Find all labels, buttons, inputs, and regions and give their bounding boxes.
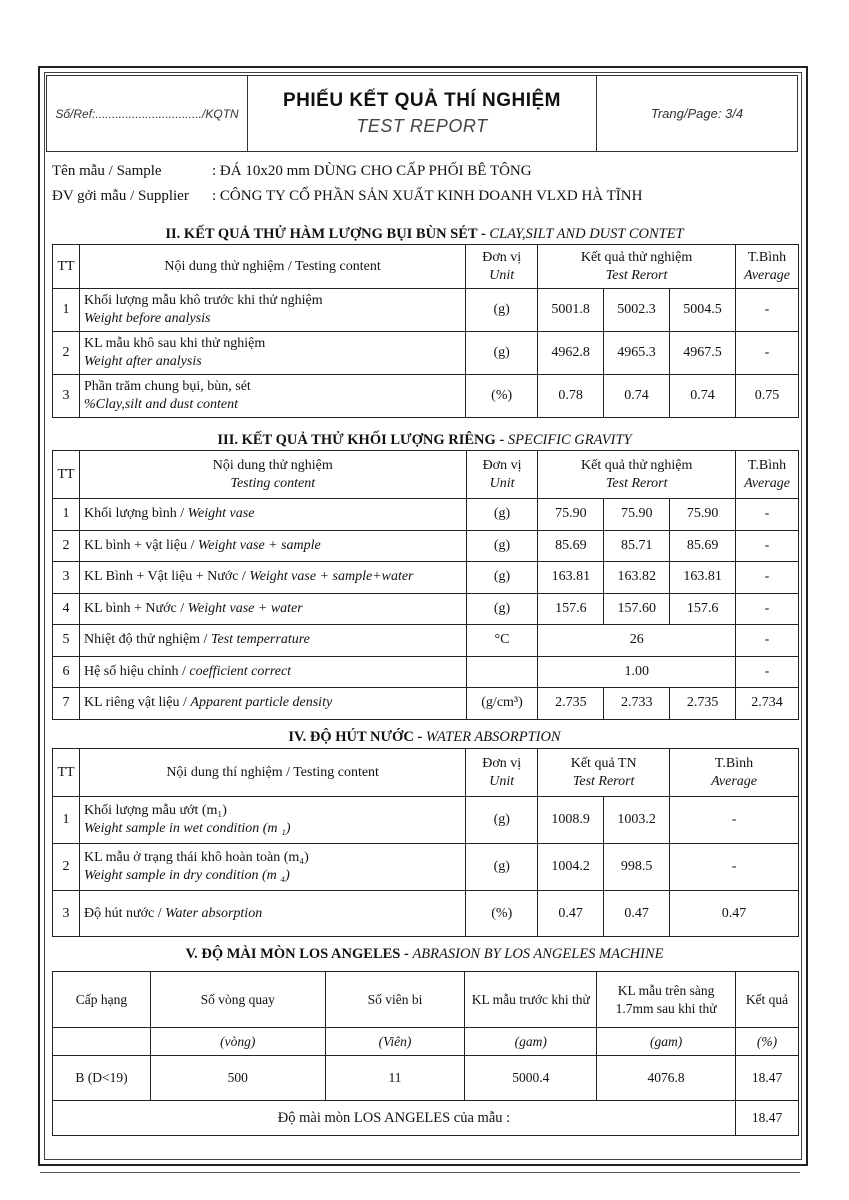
specific-gravity-table [52,450,799,720]
table-row: 3 KL Bình + Vật liệu + Nước / Weight vase + sample+water (g) 163.81 163.82 163.81 - [53,562,799,594]
supplier-label: ĐV gởi mẫu / Supplier [52,188,189,204]
table-row: 5 Nhiệt độ thử nghiệm / Test temperrature °C 26 - [53,625,799,657]
section-4-title: IV. ĐỘ HÚT NƯỚC - WATER ABSORPTION [288,729,561,745]
section-3-title: III. KẾT QUẢ THỬ KHỐI LƯỢNG RIÊNG - SPECIFIC GRAVITY [217,432,632,448]
report-header [46,75,798,152]
header-content: Nội dung thử nghiệm / Testing content [79,245,465,289]
header-tt: TT [53,245,80,289]
table-row: 3 Độ hút nước / Water absorption (%) 0.47 0.47 0.47 [53,891,799,937]
table-header [53,245,799,289]
page-number: Trang/Page: 3/4 [650,106,744,121]
table-row: 1 Khối lượng mẫu ướt (m₁) Weight sample in wet condition (m ₁) (g) 1008.9 1003.2 - [53,797,799,844]
sample-line [52,163,532,180]
los-angeles-table [52,971,799,1136]
header-result: Kết quả thử nghiệm Test Rerort [538,245,736,289]
table-row: 2 KL bình + vật liệu / Weight vase + sample (g) 85.69 85.71 85.69 - [53,530,799,562]
table-row: B (D<19) 500 11 5000.4 4076.8 18.47 [53,1056,799,1101]
total-row [53,1101,799,1136]
table-header: TT Nội dung thử nghiệm Testing content Đơn vị Unit Kết quả thử nghiệm Test Rerort T.Bình Average [53,451,799,499]
table-row: 4 KL bình + Nước / Weight vase + water (g) 157.6 157.60 157.6 - [53,593,799,625]
water-absorption-table [52,748,799,937]
table-row: 2 KL mẫu ở trạng thái khô hoàn toàn (m₄) Weight sample in dry condition (m ₄) (g) 1004.2 998.5 - [53,844,799,891]
table-header: TT Nội dung thí nghiệm / Testing content Đơn vị Unit Kết quả TN Test Rerort T.Bình Average [53,749,799,797]
section-5-title: V. ĐỘ MÀI MÒN LOS ANGELES - ABRASION BY LOS ANGELES MACHINE [185,946,664,962]
supplier-line [52,188,642,205]
title-en: TEST REPORT [356,116,488,136]
table-row: 7 KL riêng vật liệu / Apparent particle density (g/cm³) 2.735 2.733 2.735 2.734 [53,688,799,720]
footer-divider [40,1172,800,1173]
total-label: Độ mài mòn LOS ANGELES của mẫu : [53,1101,736,1136]
table-header: Cấp hạng Số vòng quay Số viên bi KL mẫu trước khi thử KL mẫu trên sàng 1.7mm sau khi thử Kết quả [53,972,799,1028]
report-title [248,76,597,151]
sample-label: Tên mẫu / Sample [52,163,162,179]
units-row: (vòng) (Viên) (gam) (gam) (%) [53,1028,799,1056]
sample-value: : ĐÁ 10x20 mm DÙNG CHO CẤP PHỐI BÊ TÔNG [212,163,532,179]
table-row: 6 Hệ số hiệu chỉnh / coefficient correct 1.00 - [53,656,799,688]
clay-silt-table [52,244,799,418]
section-2-title: II. KẾT QUẢ THỬ HÀM LƯỢNG BỤI BÙN SÉT - CLAY,SILT AND DUST CONTET [165,226,684,242]
ref-number: Số/Ref:................................/KQTN [47,76,248,151]
header-average: T.Bình Average [735,245,798,289]
total-value: 18.47 [736,1101,799,1136]
header-unit: Đơn vị Unit [466,245,538,289]
table-row: 1 Khối lượng mẫu khô trước khi thử nghiệm Weight before analysis (g) 5001.8 5002.3 5004.5 - [53,289,799,332]
title-vi: PHIẾU KẾT QUẢ THÍ NGHIỆM [282,90,561,111]
table-row: 2 KL mẫu khô sau khi thử nghiệm Weight after analysis (g) 4962.8 4965.3 4967.5 - [53,332,799,375]
supplier-value: : CÔNG TY CỔ PHẦN SẢN XUẤT KINH DOANH VLXD HÀ TĨNH [212,188,643,204]
table-row: 3 Phần trăm chung bụi, bùn, sét %Clay,silt and dust content (%) 0.78 0.74 0.74 0.75 [53,375,799,418]
table-row: 1 Khối lượng bình / Weight vase (g) 75.90 75.90 75.90 - [53,499,799,531]
